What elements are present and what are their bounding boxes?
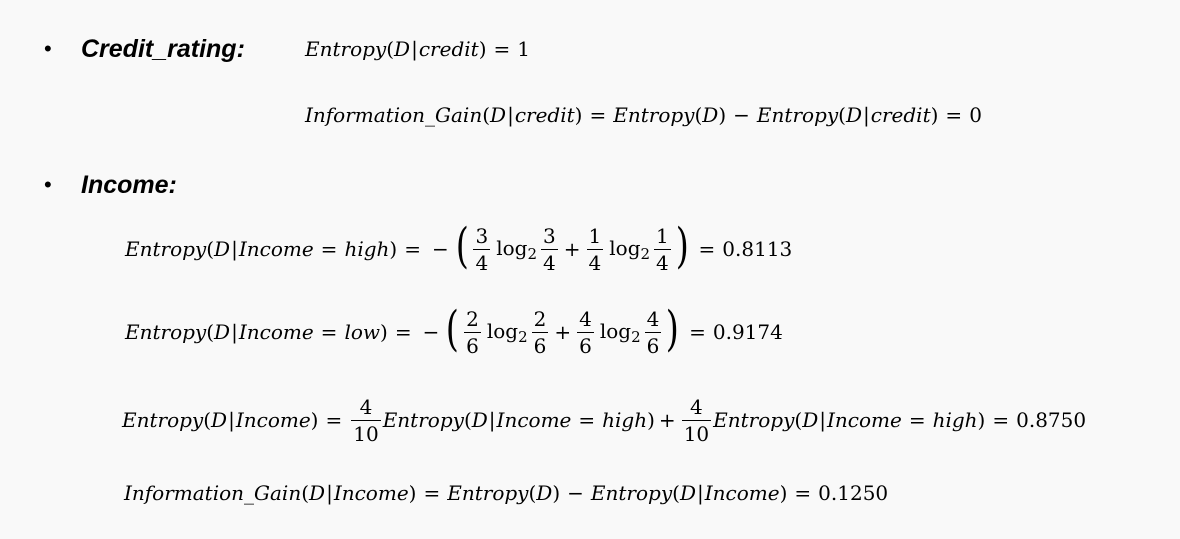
fraction bbox=[541, 223, 558, 275]
math-token: Entropy bbox=[590, 481, 673, 505]
math-token: = bbox=[404, 237, 421, 261]
math-token: 6 bbox=[533, 333, 547, 358]
math-token: 2 bbox=[527, 244, 538, 263]
fraction bbox=[587, 223, 604, 275]
equation-credit-information-gain bbox=[305, 100, 982, 130]
math-token: 0 bbox=[969, 103, 982, 127]
math-token: | bbox=[697, 481, 704, 505]
math-token: 4 bbox=[475, 250, 489, 275]
math-token: ) bbox=[478, 37, 487, 61]
math-token: 3 bbox=[543, 223, 556, 248]
math-token: | bbox=[819, 408, 826, 432]
math-token: D bbox=[394, 37, 411, 61]
math-token: 4 bbox=[543, 250, 556, 275]
math-token: D bbox=[490, 103, 507, 127]
math-token: 0.1250 bbox=[818, 481, 889, 505]
math-token: 1 bbox=[517, 37, 530, 61]
math-token: 2 bbox=[533, 306, 547, 331]
math-token: 0.9174 bbox=[712, 320, 783, 344]
math-token: − bbox=[567, 481, 584, 505]
math-token: ( bbox=[463, 408, 472, 432]
math-token: ( bbox=[672, 481, 680, 505]
math-token: Information_Gain bbox=[305, 103, 483, 127]
fraction bbox=[654, 223, 671, 275]
math-token: = bbox=[908, 408, 926, 432]
math-token: = bbox=[992, 408, 1010, 432]
math-token: 0.8113 bbox=[722, 237, 793, 261]
math-token: | bbox=[863, 103, 870, 127]
math-token bbox=[496, 236, 537, 263]
math-token: + bbox=[658, 408, 676, 432]
math-token: = bbox=[320, 320, 338, 344]
math-token: D bbox=[702, 103, 719, 127]
math-token: ) bbox=[552, 481, 561, 505]
math-token: Entropy bbox=[613, 103, 695, 127]
math-token: | bbox=[411, 37, 418, 61]
math-token: D bbox=[802, 408, 819, 432]
math-token: 0.8750 bbox=[1016, 408, 1087, 432]
math-token: ) bbox=[718, 103, 727, 127]
fraction bbox=[645, 306, 662, 358]
bullet-income: • bbox=[44, 172, 52, 197]
math-token: log bbox=[599, 318, 632, 343]
math-token: ) bbox=[408, 481, 417, 505]
math-token: D bbox=[211, 408, 228, 432]
math-token: ) bbox=[675, 218, 689, 274]
math-token: 6 bbox=[466, 333, 479, 358]
math-token: ( bbox=[528, 481, 537, 505]
math-token: = bbox=[325, 408, 343, 432]
math-token: 1 bbox=[656, 223, 669, 248]
math-token: 4 bbox=[690, 394, 703, 419]
math-token: 2 bbox=[631, 327, 641, 346]
math-token: 4 bbox=[359, 394, 373, 419]
math-token: 1 bbox=[588, 223, 602, 248]
math-token: Entropy bbox=[713, 408, 795, 432]
math-token: low bbox=[344, 320, 380, 344]
math-token: ) bbox=[977, 408, 986, 432]
math-token: − bbox=[733, 103, 750, 127]
math-token: = bbox=[320, 237, 338, 261]
math-token: ) bbox=[930, 103, 939, 127]
fraction bbox=[473, 223, 490, 275]
math-token: − bbox=[431, 237, 449, 261]
equation-income-high-entropy bbox=[125, 213, 792, 285]
math-token: high bbox=[602, 408, 648, 432]
math-token: D bbox=[309, 481, 326, 505]
math-token: D bbox=[679, 481, 696, 505]
math-token: 4 bbox=[656, 250, 669, 275]
math-token: ( bbox=[482, 103, 491, 127]
math-token: = bbox=[589, 103, 607, 127]
math-token: = bbox=[394, 320, 412, 344]
math-token: ( bbox=[386, 37, 395, 61]
math-token: ( bbox=[206, 320, 215, 344]
math-token: 4 bbox=[579, 306, 592, 331]
math-token: | bbox=[326, 481, 333, 505]
math-token: = bbox=[794, 481, 812, 505]
math-token: Entropy bbox=[382, 408, 464, 432]
math-token: ( bbox=[455, 218, 469, 274]
fraction bbox=[577, 306, 594, 358]
math-token: ) bbox=[647, 408, 655, 432]
math-token: 2 bbox=[640, 244, 651, 263]
math-token: 10 bbox=[683, 421, 710, 446]
math-token: Entropy bbox=[305, 37, 387, 61]
math-token: Income bbox=[238, 237, 314, 261]
math-token: credit bbox=[514, 103, 575, 127]
math-token: log bbox=[486, 318, 519, 343]
math-token: ) bbox=[389, 237, 398, 261]
math-token: 4 bbox=[646, 306, 660, 331]
math-token: Income bbox=[238, 320, 314, 344]
equation-credit-entropy bbox=[305, 34, 530, 64]
math-token: Entropy bbox=[756, 103, 839, 127]
math-token: ( bbox=[446, 301, 460, 357]
math-token: high bbox=[932, 408, 978, 432]
math-token: 6 bbox=[579, 333, 592, 358]
math-token: credit bbox=[418, 37, 479, 61]
math-token: ) bbox=[310, 408, 319, 432]
math-token: D bbox=[214, 237, 231, 261]
math-token: Income bbox=[704, 481, 780, 505]
math-token: ) bbox=[666, 301, 680, 357]
bullet-credit: • bbox=[44, 36, 52, 61]
math-token: | bbox=[228, 408, 235, 432]
math-token: ( bbox=[838, 103, 846, 127]
math-token: Information_Gain bbox=[124, 481, 302, 505]
math-token: Entropy bbox=[125, 237, 207, 261]
math-token: log bbox=[609, 235, 641, 260]
math-token: 2 bbox=[518, 327, 528, 346]
math-token: + bbox=[563, 237, 581, 261]
math-token: Income bbox=[333, 481, 409, 505]
math-token: 2 bbox=[466, 306, 479, 331]
equation-income-low-entropy bbox=[125, 296, 783, 368]
math-token: Entropy bbox=[447, 481, 529, 505]
math-token: ( bbox=[794, 408, 803, 432]
math-token: 3 bbox=[475, 223, 489, 248]
heading-credit-rating: Credit_rating: bbox=[81, 35, 245, 63]
math-token: | bbox=[488, 408, 496, 432]
math-token: Entropy bbox=[125, 320, 207, 344]
math-token: | bbox=[507, 103, 514, 127]
math-token: ) bbox=[779, 481, 788, 505]
math-token: ) bbox=[380, 320, 388, 344]
math-token: Income bbox=[496, 408, 572, 432]
math-token: ( bbox=[203, 408, 212, 432]
math-token: | bbox=[231, 320, 238, 344]
math-token: 4 bbox=[588, 250, 602, 275]
math-token bbox=[600, 319, 641, 346]
math-token bbox=[609, 236, 650, 263]
math-token bbox=[487, 319, 528, 346]
math-token: high bbox=[344, 237, 390, 261]
math-token: Income bbox=[826, 408, 902, 432]
math-token: Entropy bbox=[122, 408, 204, 432]
math-token: D bbox=[471, 408, 488, 432]
math-token: 6 bbox=[646, 333, 660, 358]
math-token: = bbox=[689, 320, 706, 344]
math-token: | bbox=[231, 237, 238, 261]
math-token: = bbox=[578, 408, 596, 432]
math-token: = bbox=[698, 237, 716, 261]
fraction bbox=[351, 394, 380, 446]
math-token: = bbox=[945, 103, 963, 127]
math-token: ( bbox=[301, 481, 310, 505]
math-token: ) bbox=[574, 103, 583, 127]
math-token: D bbox=[845, 103, 863, 127]
equation-income-information-gain bbox=[124, 478, 888, 508]
math-token: credit bbox=[870, 103, 931, 127]
math-token: 10 bbox=[353, 421, 379, 446]
fraction bbox=[464, 306, 481, 358]
math-token: D bbox=[214, 320, 231, 344]
math-token: ( bbox=[694, 103, 703, 127]
math-token: D bbox=[536, 481, 553, 505]
math-token: − bbox=[422, 320, 440, 344]
fraction bbox=[532, 306, 549, 358]
math-token: = bbox=[423, 481, 441, 505]
equation-income-weighted-entropy bbox=[122, 384, 1086, 456]
math-token: Income bbox=[235, 408, 311, 432]
math-token: = bbox=[493, 37, 511, 61]
math-token: + bbox=[554, 320, 572, 344]
math-token: ( bbox=[206, 237, 215, 261]
math-token: log bbox=[496, 235, 528, 260]
heading-income: Income: bbox=[81, 171, 177, 199]
fraction bbox=[682, 394, 711, 446]
